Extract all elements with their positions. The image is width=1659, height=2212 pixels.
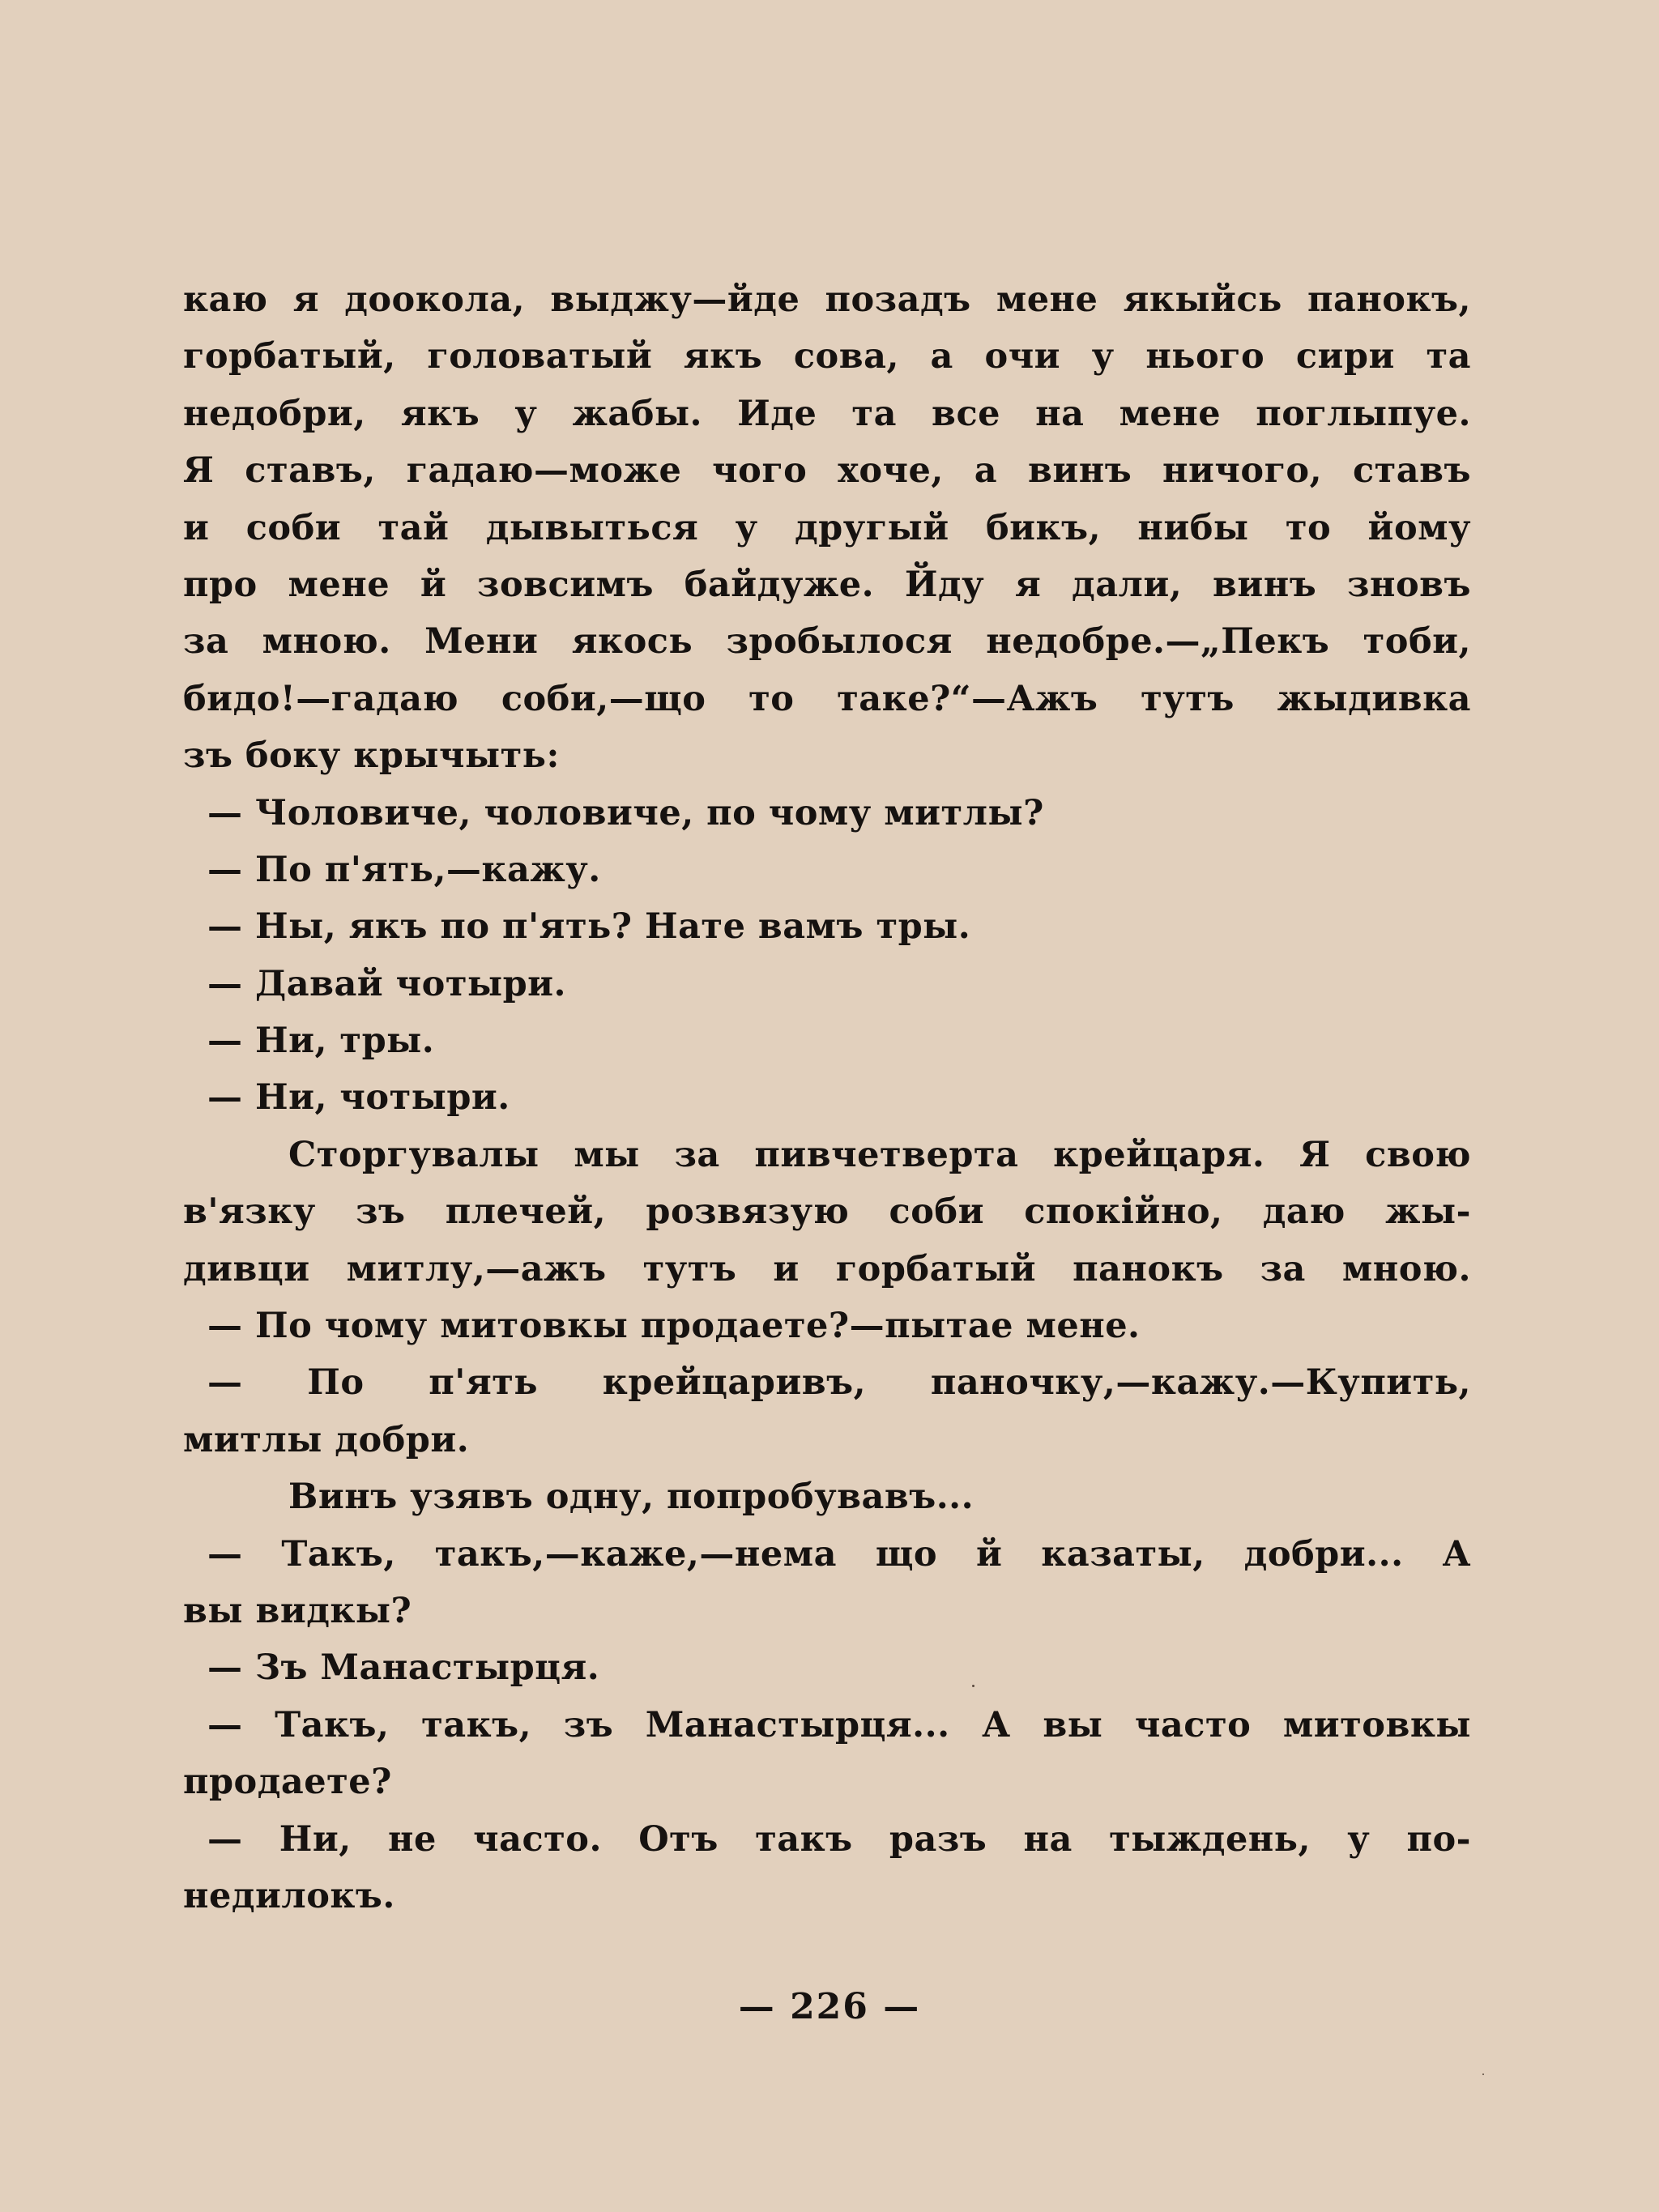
dialogue-line: — По чому митовкы продаете?—пытае мене. xyxy=(207,1306,1141,1347)
text-line: продаете? xyxy=(183,1762,392,1803)
dialogue-line: — Зъ Манастырця. xyxy=(207,1647,600,1689)
dialogue-line: — Давай чотыри. xyxy=(207,963,567,1004)
dialogue-line: — Ни, не часто. Отъ такъ разъ на тыждень, у по- xyxy=(207,1818,1471,1860)
page-text xyxy=(183,271,1471,1924)
text-line: за мною. Мени якось зробылося недобре.—„Пекъ тоби, xyxy=(183,621,1471,663)
dialogue-line: — Чоловиче, чоловиче, по чому митлы? xyxy=(207,792,1044,833)
dialogue-line: — Ни, чотыри. xyxy=(207,1077,510,1119)
paper-speck xyxy=(972,1685,975,1687)
paragraph-first-line: Сторгувалы мы за пивчетверта крейцаря. Я свою xyxy=(288,1134,1471,1175)
dialogue-line: — По п'ять крейцаривъ, паночку,—кажу.—Купить, xyxy=(207,1362,1471,1404)
text-line: в'язку зъ плечей, розвязую соби спокійно, даю жы- xyxy=(183,1191,1471,1233)
dialogue-line: — Такъ, такъ, зъ Манастырця... А вы часто митовкы xyxy=(207,1704,1471,1745)
dialogue-line: — По п'ять,—кажу. xyxy=(207,849,601,890)
text-line: горбатый, головатый якъ сова, а очи у нього сири та xyxy=(183,336,1471,377)
text-line: вы видкы? xyxy=(183,1590,412,1631)
text-line: недобри, якъ у жабы. Иде та все на мене поглыпуе. xyxy=(183,393,1471,434)
paragraph-first-line: Винъ узявъ одну, попробувавъ... xyxy=(288,1477,975,1518)
dialogue-line: — Ни, тры. xyxy=(207,1021,435,1062)
text-line: бидо!—гадаю соби,—що то таке?“—Ажъ тутъ жыдивка xyxy=(183,678,1471,719)
text-line: каю я доокола, выджу—йде позадъ мене якыйсь панокъ, xyxy=(183,279,1471,320)
text-line: Я ставъ, гадаю—може чого хоче, а винъ ничого, ставъ xyxy=(183,450,1471,492)
text-line: зъ боку крычыть: xyxy=(183,735,560,777)
dialogue-line: — Ны, якъ по п'ять? Нате вамъ тры. xyxy=(207,906,971,948)
text-line: недилокъ. xyxy=(183,1875,395,1916)
text-line: про мене й зовсимъ байдуже. Йду я дали, винъ зновъ xyxy=(183,564,1471,605)
paper-speck xyxy=(1482,2073,1484,2075)
page-number: — 226 — xyxy=(738,1986,921,2027)
dialogue-line: — Такъ, такъ,—каже,—нема що й казаты, добри... А xyxy=(207,1533,1471,1575)
text-line: митлы добри. xyxy=(183,1419,470,1460)
text-line: дивци митлу,—ажъ тутъ и горбатый панокъ за мною. xyxy=(183,1248,1471,1289)
text-line: и соби тай дывыться у другый бикъ, нибы то йому xyxy=(183,507,1471,548)
